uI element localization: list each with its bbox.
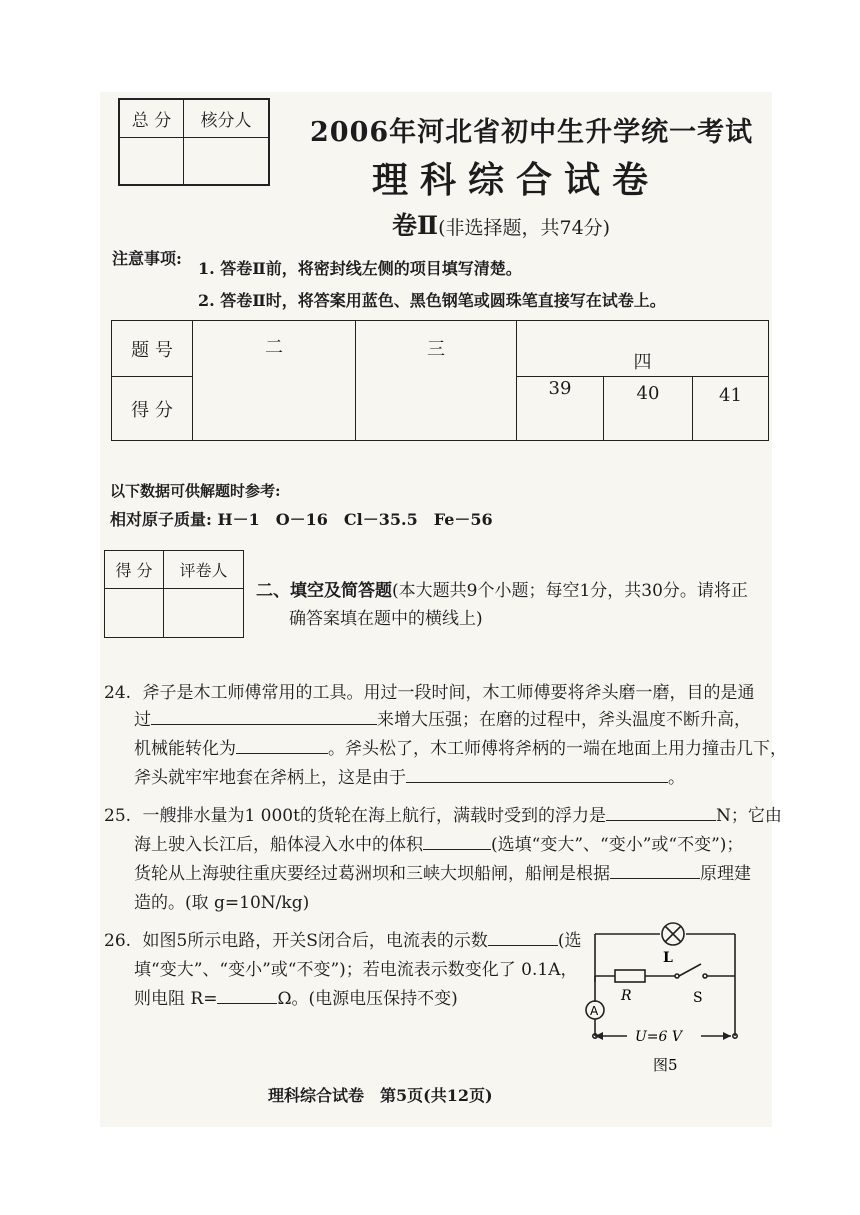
section2-desc: 确答案填在题中的横线上) xyxy=(289,609,483,629)
reference-intro: 以下数据可供解题时参考: xyxy=(110,482,281,500)
exam-subject-title: 理科综合试卷 xyxy=(372,159,661,201)
checker-cell[interactable] xyxy=(184,138,268,184)
arrow-left xyxy=(595,1032,603,1040)
q26-line2: 填“变大”、“变小”或“不变”)；若电流表示数变化了 0.1A， xyxy=(134,960,578,980)
score-table xyxy=(111,320,769,441)
col-q41: 41 xyxy=(693,377,769,441)
col-section-4: 四 xyxy=(517,321,769,377)
resistor-icon xyxy=(615,970,645,982)
col-q39: 39 xyxy=(517,377,604,441)
q25-blank-1[interactable] xyxy=(606,819,716,821)
q24-blank-3[interactable] xyxy=(406,781,668,783)
resistor-label: R xyxy=(621,988,632,1004)
q26-blank-1[interactable] xyxy=(488,944,558,946)
section2-score-cell[interactable] xyxy=(105,589,164,638)
switch-blade xyxy=(679,964,701,976)
q24-blank-1[interactable] xyxy=(151,723,377,725)
q24-line4: 斧头就牢牢地套在斧柄上，这是由于 。 xyxy=(134,768,685,788)
q25-line3: 货轮从上海驶往重庆要经过葛洲坝和三峡大坝船闸，船闸是根据 原理建 xyxy=(134,864,751,884)
q26-blank-2[interactable] xyxy=(217,1002,277,1004)
q26-line1: 26. 如图5所示电路，开关S闭合后，电流表的示数 (选 xyxy=(104,931,582,951)
exam-title: 2006年河北省初中生升学统一考试 xyxy=(310,117,754,148)
q24 xyxy=(104,680,754,707)
q25-number: 25. xyxy=(104,806,132,826)
note-item-2: 2. 答卷Ⅱ时，将答案用蓝色、黑色钢笔或圆珠笔直接写在试卷上。 xyxy=(198,291,666,310)
col-q40: 40 xyxy=(604,377,693,441)
volume-note: (非选择题，共74分) xyxy=(438,217,611,239)
q24-line1: 斧子是木工师傅常用的工具。用过一段时间，木工师傅要将斧头磨一磨，目的是通 xyxy=(142,683,755,703)
volume-title xyxy=(392,206,610,242)
q25-line2: 海上驶入长江后，船体浸入水中的体积 (选填“变大”、“变小”或“不变”)； xyxy=(134,835,744,855)
switch-label: S xyxy=(693,990,703,1006)
q24-line2: 过 来增大压强；在磨的过程中，斧头温度不断升高， xyxy=(134,710,751,730)
total-score-cell[interactable] xyxy=(120,138,184,184)
atomic-mass: 相对原子质量: H－1 O－16 Cl－35.5 Fe－56 xyxy=(110,510,493,529)
total-score-box xyxy=(118,98,270,186)
q24-blank-2[interactable] xyxy=(236,752,328,754)
score-label: 得 分 xyxy=(112,377,193,441)
page-footer: 理科综合试卷 第5页(共12页) xyxy=(268,1086,493,1105)
section2-grader-label: 评卷人 xyxy=(164,551,244,589)
voltage-label: U=6 V xyxy=(635,1029,682,1045)
q26-line3: 则电阻 R= Ω。(电源电压保持不变) xyxy=(134,989,458,1009)
section2-grader-cell[interactable] xyxy=(164,589,244,638)
lamp-label: L xyxy=(663,950,673,966)
switch-contact-1 xyxy=(675,974,679,978)
volume-label: 卷Ⅱ xyxy=(392,211,439,240)
switch-contact-2 xyxy=(703,974,707,978)
section2-score-label: 得 分 xyxy=(105,551,164,589)
q25-blank-2[interactable] xyxy=(423,848,491,850)
ammeter-label: A xyxy=(590,1004,599,1018)
col-section-2: 二 xyxy=(193,321,356,441)
total-score-label: 总 分 xyxy=(120,100,184,138)
section2-score-table xyxy=(104,550,244,638)
q25-line1: 25. 一艘排水量为1 000t的货轮在海上航行，满载时受到的浮力是 N；它由 xyxy=(104,806,782,826)
q24-number: 24. xyxy=(104,683,132,703)
arrow-right xyxy=(723,1032,731,1040)
question-number-label: 题 号 xyxy=(112,321,193,377)
q25-blank-3[interactable] xyxy=(610,877,700,879)
q24-line3: 机械能转化为 。斧头松了，木工师傅将斧柄的一端在地面上用力撞击几下， xyxy=(134,739,787,759)
col-section-3: 三 xyxy=(356,321,517,441)
figure-caption: 图5 xyxy=(653,1056,678,1074)
notes-label: 注意事项: xyxy=(112,249,182,268)
section2-heading: 二、填空及简答题(本大题共9个小题；每空1分，共30分。请将正 xyxy=(256,581,748,601)
circuit-diagram xyxy=(575,922,745,1082)
q25-line4: 造的。(取 g=10N/kg) xyxy=(134,893,310,913)
q26-number: 26. xyxy=(104,931,132,951)
checker-label: 核分人 xyxy=(184,100,268,138)
note-item-1: 1. 答卷Ⅱ前，将密封线左侧的项目填写清楚。 xyxy=(198,259,522,278)
